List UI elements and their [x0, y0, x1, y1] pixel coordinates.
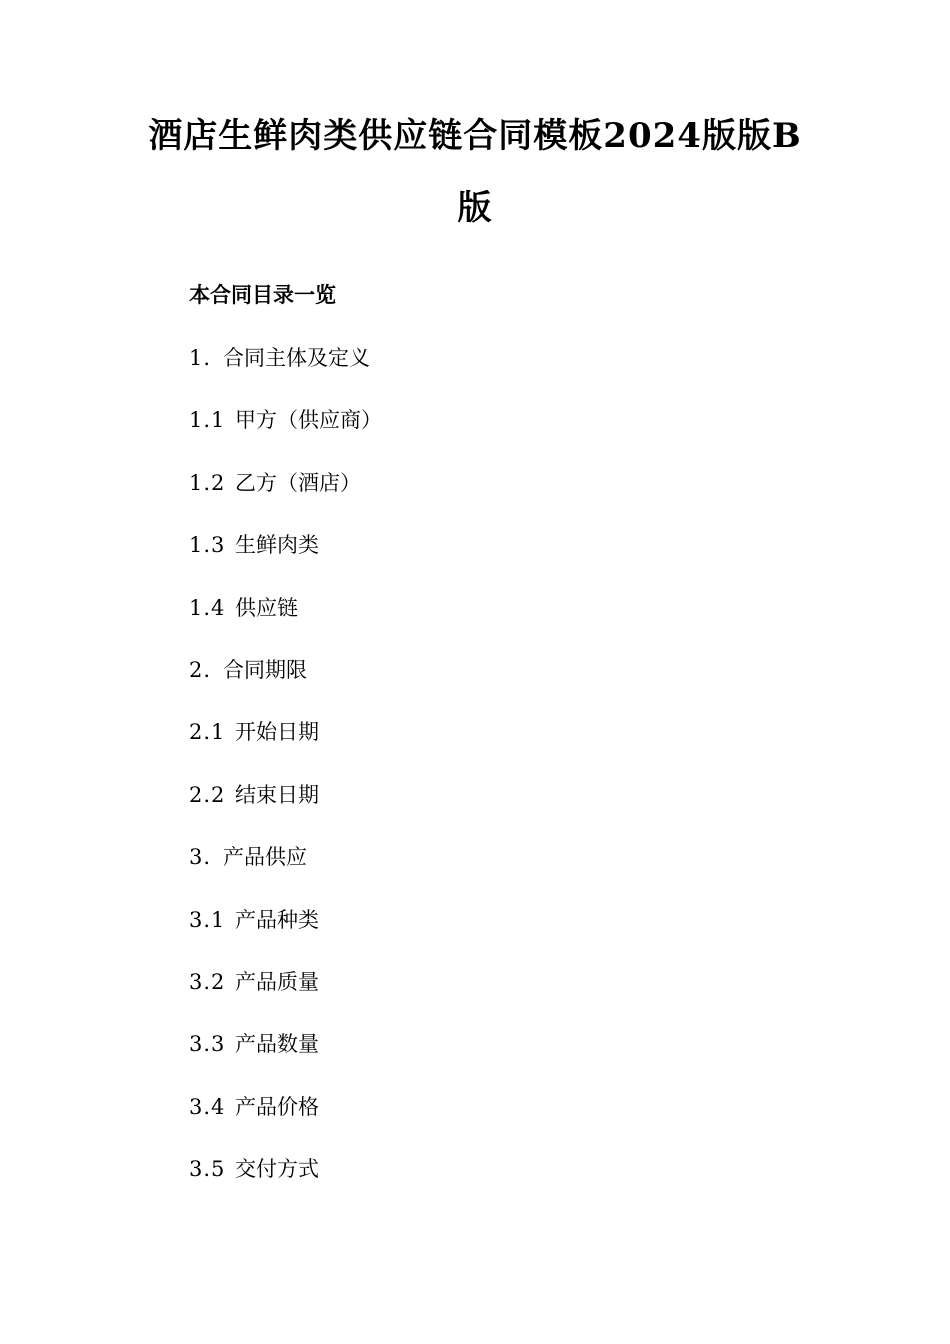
toc-item: [189, 1030, 382, 1092]
toc-item-label: 产品供应: [223, 845, 307, 870]
toc-item: [189, 406, 382, 468]
toc-item-number: 3.: [189, 845, 212, 870]
toc-item: [189, 781, 382, 843]
toc-item: [189, 656, 382, 718]
toc-item: [189, 344, 382, 406]
toc-item-number: 3.4: [189, 1094, 226, 1119]
toc-item-label: 开始日期: [235, 720, 319, 745]
toc-item: [189, 906, 382, 968]
toc-item-label: 供应链: [235, 595, 298, 620]
toc-item-number: 3.1: [189, 907, 226, 932]
toc-item-number: 2.1: [189, 720, 226, 745]
toc-item-label: 产品数量: [235, 1032, 319, 1057]
toc-item-number: 2.2: [189, 782, 226, 807]
document-title-line-2: 版: [457, 188, 493, 228]
toc-item-label: 产品价格: [235, 1094, 319, 1119]
toc-item: [189, 531, 382, 593]
toc-item: [189, 594, 382, 656]
toc-item-number: 3.5: [189, 1157, 226, 1182]
toc-item-label: 甲方（供应商）: [235, 408, 382, 433]
toc-item-number: 1.: [189, 346, 212, 370]
toc-item-label: 产品种类: [235, 907, 319, 932]
toc-item-number: 1.3: [189, 533, 226, 558]
toc-item-label: 生鲜肉类: [235, 533, 319, 558]
toc-item-label: 乙方（酒店）: [235, 470, 361, 495]
toc-item: [189, 968, 382, 1030]
table-of-contents: [189, 344, 382, 1217]
toc-item: [189, 843, 382, 905]
toc-item-number: 3.3: [189, 1032, 226, 1057]
toc-item-label: 交付方式: [235, 1157, 319, 1182]
toc-item: [189, 718, 382, 780]
toc-item: [189, 469, 382, 531]
toc-item-number: 2.: [189, 657, 212, 682]
toc-item: [189, 1155, 382, 1217]
toc-item-label: 结束日期: [235, 782, 319, 807]
toc-heading: 本合同目录一览: [189, 283, 336, 307]
toc-item-label: 产品质量: [235, 969, 319, 994]
toc-item-number: 1.4: [189, 595, 226, 620]
toc-item-number: 3.2: [189, 969, 226, 994]
toc-item-label: 合同主体及定义: [223, 346, 370, 370]
toc-item: [189, 1093, 382, 1155]
toc-item-label: 合同期限: [223, 657, 307, 682]
toc-item-number: 1.1: [189, 408, 226, 433]
toc-item-number: 1.2: [189, 470, 226, 495]
document-title-line-1: 酒店生鲜肉类供应链合同模板2024版版B: [148, 116, 802, 156]
